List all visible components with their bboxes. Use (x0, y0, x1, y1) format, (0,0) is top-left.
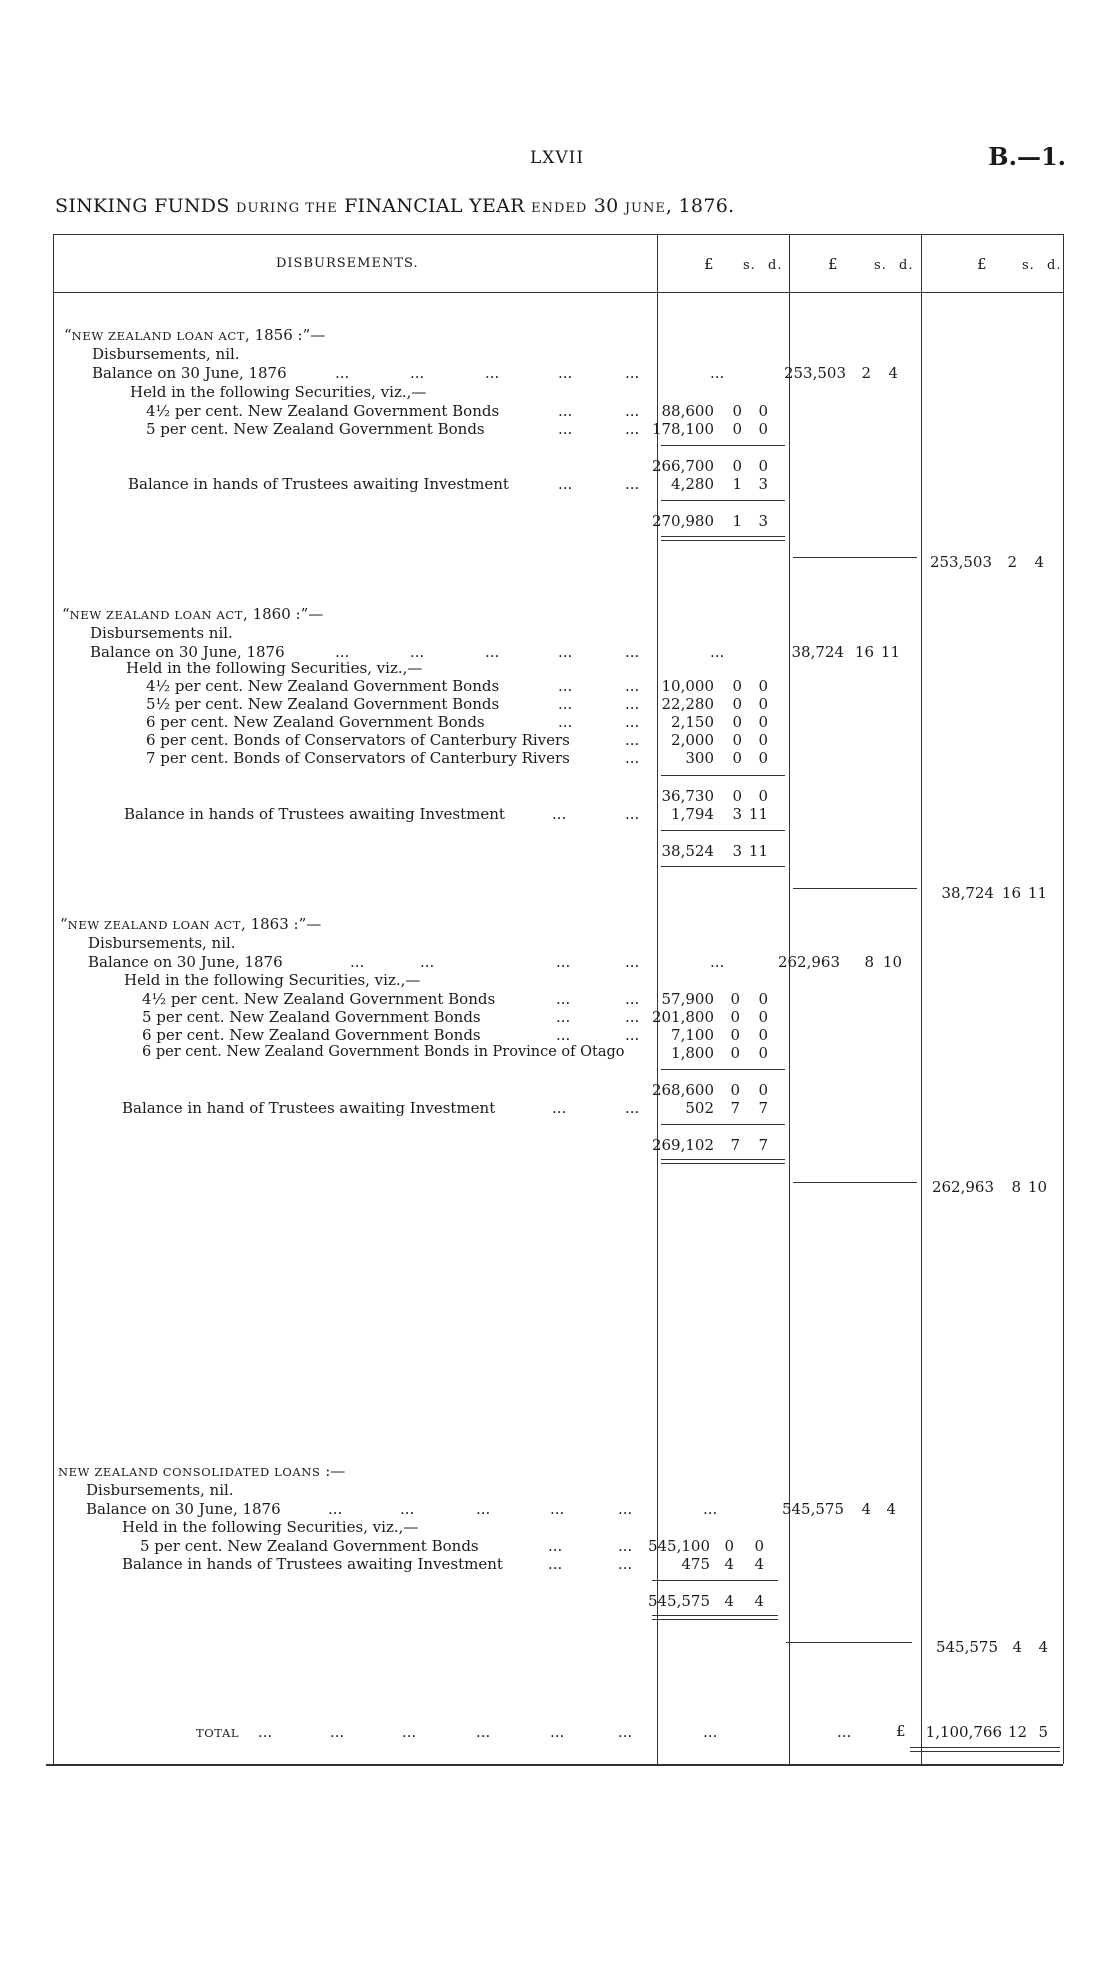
trustees-pounds: 475 (681, 1555, 710, 1573)
subtotal-pounds: 36,730 (661, 787, 714, 805)
header-disbursements: DISBURSEMENTS. (276, 256, 419, 271)
held-label: Held in the following Securities, viz.,— (126, 659, 423, 677)
header-pence-col1: d. (768, 258, 783, 273)
security-label: 6 per cent. New Zealand Government Bonds in Province of Otago (142, 1044, 625, 1060)
balance-shillings: 16 (854, 643, 874, 661)
held-label: Held in the following Securities, viz.,— (124, 971, 421, 989)
security-shillings: 0 (732, 731, 742, 749)
security-shillings: 0 (732, 420, 742, 438)
leader-dots: ... (558, 643, 573, 661)
trustees-pounds: 502 (685, 1099, 714, 1117)
disbursements-note: Disbursements, nil. (88, 934, 236, 952)
leader-dots: ... (402, 1723, 417, 1741)
security-pounds: 10,000 (661, 677, 714, 695)
page-number: LXVII (529, 148, 585, 168)
security-shillings: 0 (730, 1026, 740, 1044)
double-rule (661, 536, 785, 537)
security-label: 5½ per cent. New Zealand Government Bonds (146, 695, 500, 713)
security-shillings: 0 (730, 990, 740, 1008)
title-part: FINANCIAL YEAR (344, 195, 525, 217)
total-label: TOTAL (196, 1726, 240, 1740)
leader-dots: ... (625, 695, 640, 713)
col3-shillings: 8 (1011, 1178, 1021, 1196)
security-label: 6 per cent. New Zealand Government Bonds (146, 713, 485, 731)
double-rule (652, 1615, 778, 1616)
section-total-pounds: 38,524 (661, 842, 714, 860)
security-shillings: 0 (732, 695, 742, 713)
balance-shillings: 4 (861, 1500, 871, 1518)
leader-dots: ... (410, 643, 425, 661)
security-pounds: 300 (685, 749, 714, 767)
title-part: DURING THE (236, 201, 338, 216)
total-rule (661, 830, 785, 831)
total-pound-sign: £ (896, 1722, 906, 1740)
trustees-shillings: 7 (730, 1099, 740, 1117)
leader-dots: ... (548, 1537, 563, 1555)
security-pence: 0 (758, 749, 768, 767)
grand-total-pence: 5 (1038, 1723, 1048, 1741)
security-pounds: 22,280 (661, 695, 714, 713)
leader-dots: ... (625, 953, 640, 971)
column-divider (789, 234, 790, 1764)
double-rule (661, 540, 785, 541)
header-pound-col3: £ (977, 255, 987, 273)
balance-pounds: 262,963 (777, 953, 840, 971)
section-total-pence: 7 (758, 1136, 768, 1154)
leader-dots: ... (625, 364, 640, 382)
balance-pounds: 545,575 (781, 1500, 844, 1518)
subtotal-shillings: 0 (730, 1081, 740, 1099)
col3-shillings: 4 (1012, 1638, 1022, 1656)
section-total-pounds: 269,102 (651, 1136, 714, 1154)
security-pounds: 88,600 (661, 402, 714, 420)
sheet-reference: B.—1. (988, 142, 1066, 171)
section-title: NEW ZEALAND CONSOLIDATED LOANS :— (58, 1462, 346, 1480)
security-pence: 0 (758, 990, 768, 1008)
leader-dots: ... (258, 1723, 273, 1741)
balance-label: Balance on 30 June, 1876 (88, 953, 283, 971)
col3-pounds: 253,503 (929, 553, 992, 571)
column-divider (921, 234, 922, 1764)
leader-dots: ... (335, 643, 350, 661)
section-total-pence: 4 (754, 1592, 764, 1610)
subtotal-pounds: 268,600 (651, 1081, 714, 1099)
security-shillings: 0 (732, 713, 742, 731)
balance-col1-dots: ... (703, 1500, 718, 1518)
header-shillings-col1: s. (743, 258, 756, 273)
leader-dots: ... (625, 420, 640, 438)
table-top-border (53, 234, 1063, 235)
balance-col1-dots: ... (710, 643, 725, 661)
security-pounds: 57,900 (661, 990, 714, 1008)
col3-pounds: 38,724 (941, 884, 994, 902)
header-pound-col2: £ (828, 255, 838, 273)
leader-dots: ... (625, 1008, 640, 1026)
security-label: 5 per cent. New Zealand Government Bonds (140, 1537, 479, 1555)
grand-total-pounds: 1,100,766 (925, 1723, 1002, 1741)
section-title: “NEW ZEALAND LOAN ACT, 1856 :”— (64, 326, 326, 344)
leader-dots: ... (558, 677, 573, 695)
leader-dots: ... (625, 475, 640, 493)
trustees-pence: 7 (758, 1099, 768, 1117)
trustees-pounds: 1,794 (671, 805, 714, 823)
leader-dots: ... (550, 1723, 565, 1741)
leader-dots: ... (618, 1555, 633, 1573)
col3-pence: 4 (1038, 1638, 1048, 1656)
leader-dots: ... (618, 1537, 633, 1555)
security-pence: 0 (758, 420, 768, 438)
leader-dots: ... (330, 1723, 345, 1741)
security-shillings: 0 (732, 749, 742, 767)
balance-pounds: 38,724 (791, 643, 844, 661)
double-rule (910, 1747, 1060, 1748)
col2-close-rule (793, 557, 917, 558)
security-shillings: 0 (732, 402, 742, 420)
security-pence: 0 (758, 1044, 768, 1062)
balance-col1-dots: ... (710, 364, 725, 382)
grand-total-shillings: 12 (1007, 1723, 1027, 1741)
disbursements-note: Disbursements, nil. (86, 1481, 234, 1499)
disbursements-note: Disbursements, nil. (92, 345, 240, 363)
leader-dots: ... (558, 402, 573, 420)
table-right-border (1063, 234, 1064, 1764)
leader-dots: ... (552, 805, 567, 823)
security-pence: 0 (758, 1008, 768, 1026)
table-left-border (53, 234, 54, 1764)
balance-pounds: 253,503 (783, 364, 846, 382)
security-pence: 0 (758, 1026, 768, 1044)
col3-pounds: 262,963 (931, 1178, 994, 1196)
leader-dots: ... (625, 677, 640, 695)
security-label: 6 per cent. Bonds of Conservators of Canterbury Rivers (146, 731, 570, 749)
leader-dots: ... (558, 420, 573, 438)
trustees-shillings: 4 (724, 1555, 734, 1573)
title-part: SINKING FUNDS (55, 195, 230, 217)
trustees-pounds: 4,280 (671, 475, 714, 493)
leader-dots: ... (556, 1008, 571, 1026)
leader-dots: ... (625, 1026, 640, 1044)
subtotal-rule (661, 445, 785, 446)
double-rule (661, 1159, 785, 1160)
double-rule (652, 1619, 778, 1620)
security-label: 4½ per cent. New Zealand Government Bonds (146, 677, 500, 695)
leader-dots: ... (618, 1723, 633, 1741)
balance-label: Balance on 30 June, 1876 (90, 643, 285, 661)
security-pence: 0 (754, 1537, 764, 1555)
leader-dots: ... (618, 1500, 633, 1518)
leader-dots: ... (400, 1500, 415, 1518)
security-pence: 0 (758, 695, 768, 713)
leader-dots: ... (552, 1099, 567, 1117)
leader-dots: ... (558, 713, 573, 731)
subtotal-pence: 0 (758, 787, 768, 805)
security-pounds: 545,100 (647, 1537, 710, 1555)
header-shillings-col3: s. (1022, 258, 1035, 273)
balance-label: Balance on 30 June, 1876 (92, 364, 287, 382)
leader-dots: ... (550, 1500, 565, 1518)
leader-dots: ... (625, 1099, 640, 1117)
leader-dots: ... (556, 953, 571, 971)
security-pounds: 1,800 (671, 1044, 714, 1062)
section-total-shillings: 3 (732, 842, 742, 860)
total-rule (661, 1124, 785, 1125)
double-rule (661, 866, 785, 867)
section-total-shillings: 7 (730, 1136, 740, 1154)
trustees-pence: 4 (754, 1555, 764, 1573)
balance-pence: 10 (882, 953, 902, 971)
security-pence: 0 (758, 677, 768, 695)
leader-dots: ... (625, 731, 640, 749)
leader-dots: ... (420, 953, 435, 971)
total-rule (661, 500, 785, 501)
section-total-pounds: 270,980 (651, 512, 714, 530)
security-label: 5 per cent. New Zealand Government Bonds (146, 420, 485, 438)
header-pence-col2: d. (899, 258, 914, 273)
balance-pence: 4 (888, 364, 898, 382)
security-pounds: 178,100 (651, 420, 714, 438)
title-part: , 1876. (665, 195, 735, 217)
leader-dots: ... (625, 713, 640, 731)
leader-dots: ... (625, 990, 640, 1008)
section-total-shillings: 4 (724, 1592, 734, 1610)
security-label: 4½ per cent. New Zealand Government Bonds (146, 402, 500, 420)
section-total-pence: 3 (758, 512, 768, 530)
leader-dots: ... (328, 1500, 343, 1518)
header-rule (53, 292, 1063, 293)
header-shillings-col2: s. (874, 258, 887, 273)
col2-close-rule (786, 1642, 912, 1643)
security-pence: 0 (758, 713, 768, 731)
subtotal-shillings: 0 (732, 787, 742, 805)
subtotal-rule (661, 775, 785, 776)
disbursements-note: Disbursements nil. (90, 624, 233, 642)
security-label: 7 per cent. Bonds of Conservators of Canterbury Rivers (146, 749, 570, 767)
security-label: 5 per cent. New Zealand Government Bonds (142, 1008, 481, 1026)
trustees-pence: 3 (758, 475, 768, 493)
trustees-label: Balance in hands of Trustees awaiting Investment (128, 475, 509, 493)
leader-dots: ... (548, 1555, 563, 1573)
title-part: 30 (593, 195, 619, 217)
balance-label: Balance on 30 June, 1876 (86, 1500, 281, 1518)
trustees-shillings: 3 (732, 805, 742, 823)
security-pounds: 7,100 (671, 1026, 714, 1044)
leader-dots: ... (625, 749, 640, 767)
document-title (55, 195, 734, 217)
balance-pence: 11 (880, 643, 900, 661)
total-col1-dots: ... (703, 1723, 718, 1741)
col3-pence: 10 (1027, 1178, 1047, 1196)
subtotal-pence: 0 (758, 457, 768, 475)
held-label: Held in the following Securities, viz.,— (130, 383, 427, 401)
leader-dots: ... (558, 475, 573, 493)
leader-dots: ... (350, 953, 365, 971)
title-part: JUNE (624, 201, 666, 216)
security-shillings: 0 (730, 1044, 740, 1062)
security-shillings: 0 (730, 1008, 740, 1026)
security-pence: 0 (758, 402, 768, 420)
title-part: ENDED (531, 201, 588, 216)
security-label: 4½ per cent. New Zealand Government Bonds (142, 990, 496, 1008)
section-title: “NEW ZEALAND LOAN ACT, 1860 :”— (62, 605, 324, 623)
security-pounds: 2,000 (671, 731, 714, 749)
col3-shillings: 16 (1001, 884, 1021, 902)
double-rule (661, 1163, 785, 1164)
leader-dots: ... (556, 990, 571, 1008)
security-shillings: 0 (732, 677, 742, 695)
col3-pence: 11 (1027, 884, 1047, 902)
section-total-shillings: 1 (732, 512, 742, 530)
security-shillings: 0 (724, 1537, 734, 1555)
security-label: 6 per cent. New Zealand Government Bonds (142, 1026, 481, 1044)
total-col2-dots: ... (837, 1723, 852, 1741)
leader-dots: ... (476, 1500, 491, 1518)
leader-dots: ... (625, 805, 640, 823)
section-total-pence: 11 (748, 842, 768, 860)
balance-shillings: 2 (861, 364, 871, 382)
security-pounds: 201,800 (651, 1008, 714, 1026)
double-rule (910, 1751, 1060, 1752)
balance-col1-dots: ... (710, 953, 725, 971)
leader-dots: ... (625, 402, 640, 420)
leader-dots: ... (558, 695, 573, 713)
trustees-shillings: 1 (732, 475, 742, 493)
held-label: Held in the following Securities, viz.,— (122, 1518, 419, 1536)
leader-dots: ... (558, 364, 573, 382)
leader-dots: ... (556, 1026, 571, 1044)
balance-pence: 4 (886, 1500, 896, 1518)
table-bottom-border (46, 1764, 1063, 1766)
leader-dots: ... (485, 643, 500, 661)
section-title: “NEW ZEALAND LOAN ACT, 1863 :”— (60, 915, 322, 933)
col2-close-rule (793, 888, 917, 889)
subtotal-pence: 0 (758, 1081, 768, 1099)
trustees-label: Balance in hand of Trustees awaiting Investment (122, 1099, 496, 1117)
leader-dots: ... (625, 643, 640, 661)
security-pounds: 2,150 (671, 713, 714, 731)
col3-shillings: 2 (1007, 553, 1017, 571)
security-pence: 0 (758, 731, 768, 749)
leader-dots: ... (476, 1723, 491, 1741)
leader-dots: ... (335, 364, 350, 382)
trustees-label: Balance in hands of Trustees awaiting Investment (122, 1555, 503, 1573)
subtotal-pounds: 266,700 (651, 457, 714, 475)
col2-close-rule (793, 1182, 917, 1183)
col3-pounds: 545,575 (935, 1638, 998, 1656)
subtotal-rule (661, 1069, 785, 1070)
trustees-pence: 11 (748, 805, 768, 823)
balance-shillings: 8 (864, 953, 874, 971)
header-pound-col1: £ (704, 255, 714, 273)
trustees-label: Balance in hands of Trustees awaiting Investment (124, 805, 505, 823)
subtotal-shillings: 0 (732, 457, 742, 475)
total-rule (652, 1580, 778, 1581)
leader-dots: ... (410, 364, 425, 382)
header-pence-col3: d. (1047, 258, 1062, 273)
leader-dots: ... (485, 364, 500, 382)
col3-pence: 4 (1034, 553, 1044, 571)
section-total-pounds: 545,575 (647, 1592, 710, 1610)
